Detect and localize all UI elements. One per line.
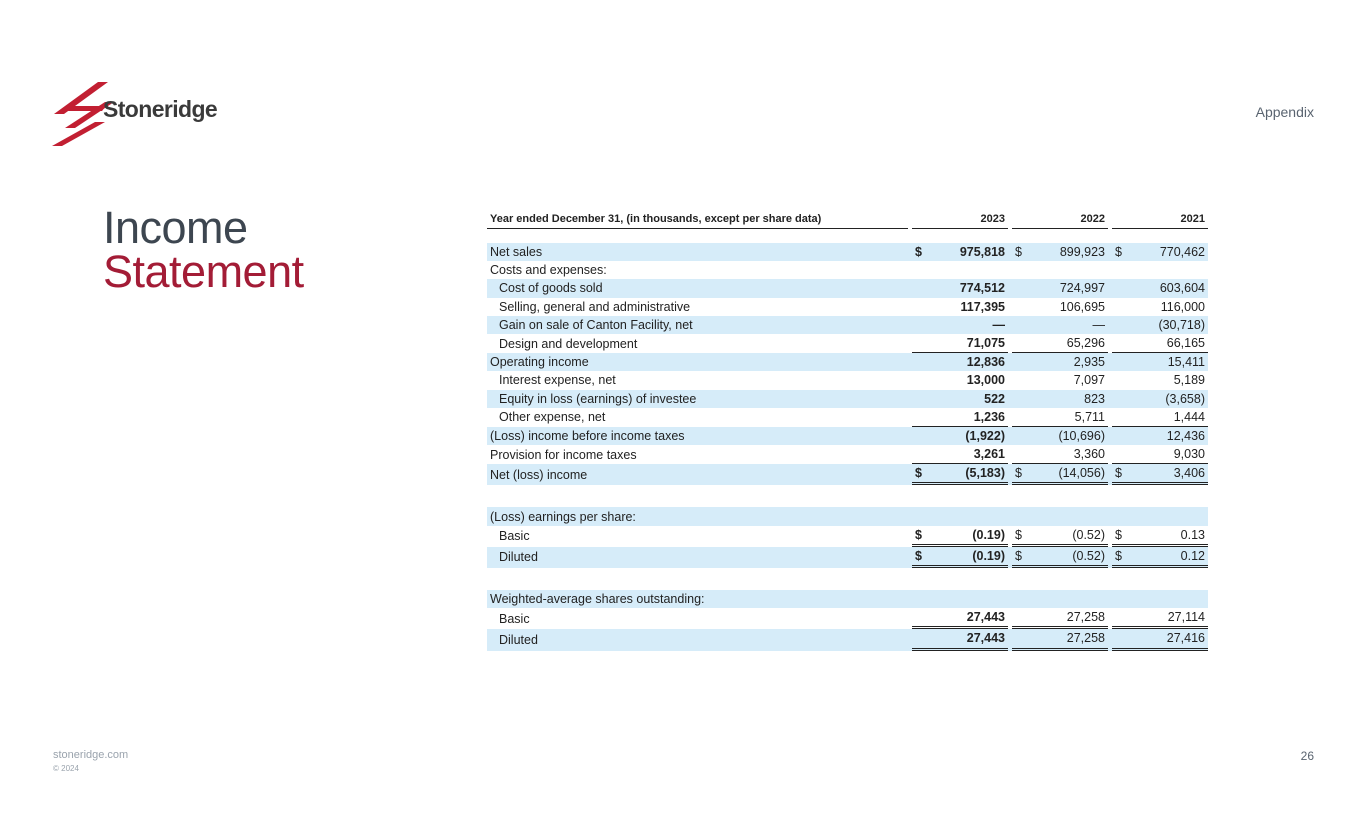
table-row: Operating income 12,836 2,935 15,411 <box>487 353 1208 371</box>
table-row: Design and development 71,075 65,296 66,165 <box>487 334 1208 353</box>
table-row: Provision for income taxes 3,261 3,360 9,030 <box>487 445 1208 464</box>
table-row: Diluted $ (0.19) $ (0.52) $ 0.12 <box>487 547 1208 568</box>
income-statement-table <box>487 210 1208 651</box>
table-row: Gain on sale of Canton Facility, net — — (30,718) <box>487 316 1208 334</box>
table-row: Costs and expenses: <box>490 263 607 278</box>
table-row: Net sales $ 975,818 $ 899,923 $ 770,462 <box>487 243 1208 261</box>
table-header-row <box>487 210 1208 229</box>
table-row: (Loss) income before income taxes (1,922) (10,696) 12,436 <box>487 427 1208 445</box>
year-header: 2023 <box>912 210 1008 229</box>
year-header: 2022 <box>1012 210 1108 229</box>
table-row: Basic $ (0.19) $ (0.52) $ 0.13 <box>487 526 1208 547</box>
footer-copyright: © 2024 <box>53 764 79 773</box>
table-header-desc: Year ended December 31, (in thousands, except per share data) <box>487 210 908 229</box>
logo-wordmark: Stoneridge <box>103 96 218 122</box>
page-number: 26 <box>1300 749 1314 763</box>
table-row: Diluted 27,443 27,258 27,416 <box>487 629 1208 650</box>
title-line-2: Statement <box>103 246 304 297</box>
section-label: Appendix <box>1255 104 1314 120</box>
table-row: (Loss) earnings per share: <box>487 507 1208 525</box>
table-row: Other expense, net 1,236 5,711 1,444 <box>487 408 1208 427</box>
year-header: 2021 <box>1112 210 1208 229</box>
page-title <box>103 202 304 297</box>
table-row: Selling, general and administrative 117,395 106,695 116,000 <box>499 299 1205 314</box>
table-row: Weighted-average shares outstanding: <box>487 590 1208 608</box>
table-row: Basic 27,443 27,258 27,114 <box>487 608 1208 629</box>
footer-website-link[interactable]: stoneridge.com <box>53 749 129 761</box>
table-row: Equity in loss (earnings) of investee 522 823 (3,658) <box>487 390 1208 408</box>
table-row: Interest expense, net 13,000 7,097 5,189 <box>499 373 1205 388</box>
table-row: Net (loss) income $ (5,183) $ (14,056) $ 3,406 <box>487 464 1208 485</box>
table-row: Cost of goods sold 774,512 724,997 603,604 <box>487 279 1208 297</box>
title-line-1: Income <box>103 202 248 253</box>
